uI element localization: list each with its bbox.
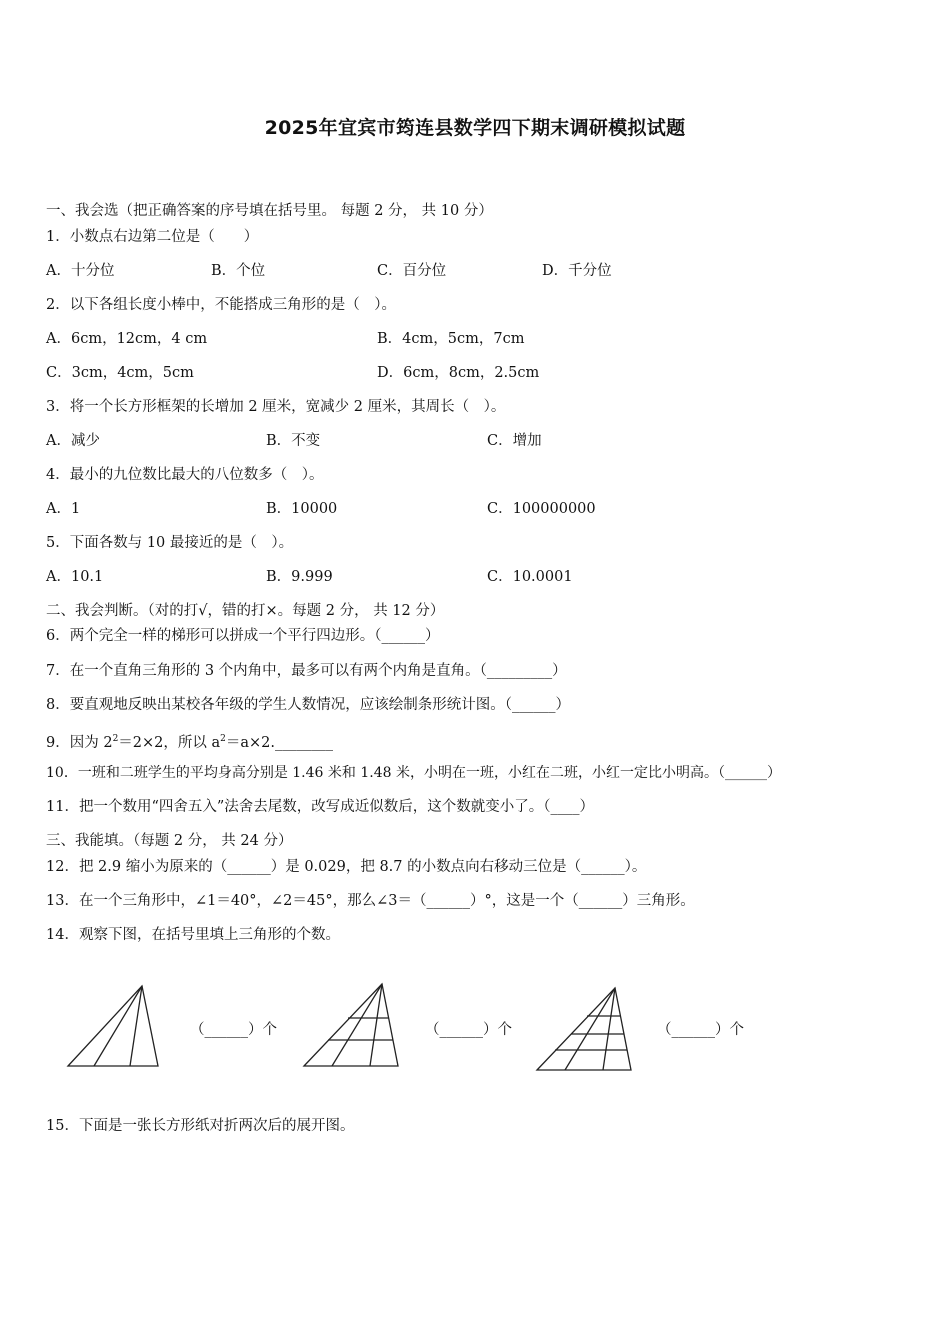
question-2: 2．以下各组长度小棒中，不能搭成三角形的是（ ）。 (46, 297, 396, 313)
q2-option-d: D．6cm，8cm，2.5cm (377, 365, 540, 381)
q3-option-b: B．不变 (266, 433, 321, 449)
question-13: 13．在一个三角形中，∠1＝40°，∠2＝45°，那么∠3＝（______）°，这是一个（______）三角形。 (46, 893, 695, 909)
question-15: 15．下面是一张长方形纸对折两次后的展开图。 (46, 1118, 355, 1134)
question-6: 6．两个完全一样的梯形可以拼成一个平行四边形。（______） (46, 628, 440, 644)
q2-option-b: B．4cm，5cm，7cm (377, 331, 525, 347)
section-1-heading: 一、我会选（把正确答案的序号填在括号里。 每题 2 分， 共 10 分） (46, 203, 493, 219)
q9-text-3: ＝a×2.________ (225, 735, 334, 751)
section-3-heading: 三、我能填。（每题 2 分， 共 24 分） (46, 833, 293, 849)
question-1: 1．小数点右边第二位是（ ） (46, 229, 259, 245)
q1-option-b: B．个位 (211, 263, 266, 279)
q4-option-b: B．10000 (266, 501, 338, 517)
question-12: 12．把 2.9 缩小为原来的（______）是 0.029，把 8.7 的小数点向右移动三位是（______）。 (46, 859, 647, 875)
q9-text-2: ＝2×2，所以 a (118, 735, 221, 751)
q1-option-c: C．百分位 (377, 263, 447, 279)
triangle-figure-1 (64, 980, 164, 1070)
question-11: 11．把一个数用“四舍五入”法舍去尾数，改写成近似数后，这个数就变小了。（____） (46, 799, 595, 815)
q4-option-a: A．1 (46, 501, 81, 517)
q9-superscript-1: 2 (112, 734, 119, 744)
q14-blank-3: （______）个 (657, 1022, 744, 1038)
q4-option-c: C．100000000 (487, 501, 596, 517)
question-14: 14．观察下图，在括号里填上三角形的个数。 (46, 927, 340, 943)
question-7: 7．在一个直角三角形的 3 个内角中，最多可以有两个内角是直角。（_________） (46, 663, 567, 679)
triangle-figure-3 (533, 982, 637, 1074)
q14-blank-1: （______）个 (190, 1022, 277, 1038)
q5-option-c: C．10.0001 (487, 569, 573, 585)
q3-option-a: A．减少 (46, 433, 100, 449)
question-5: 5．下面各数与 10 最接近的是（ ）。 (46, 535, 294, 551)
triangle-figure-2 (300, 978, 404, 1070)
q9-superscript-2: 2 (220, 734, 226, 744)
q2-option-c: C．3cm，4cm，5cm (46, 365, 194, 381)
q5-option-b: B．9.999 (266, 569, 333, 585)
question-4: 4．最小的九位数比最大的八位数多（ ）。 (46, 467, 324, 483)
page-title: 2025年宜宾市筠连县数学四下期末调研模拟试题 (264, 117, 686, 139)
question-10: 10．一班和二班学生的平均身高分别是 1.46 米和 1.48 米，小明在一班，小红在二班，小红一定比小明高。（______） (46, 765, 781, 781)
section-2-heading: 二、我会判断。（对的打√，错的打×。每题 2 分， 共 12 分） (46, 603, 445, 619)
question-8: 8．要直观地反映出某校各年级的学生人数情况，应该绘制条形统计图。（______） (46, 697, 570, 713)
q3-option-c: C．增加 (487, 433, 542, 449)
question-9 (46, 729, 333, 753)
question-3: 3．将一个长方形框架的长增加 2 厘米，宽减少 2 厘米，其周长（ ）。 (46, 399, 506, 415)
q14-blank-2: （______）个 (425, 1022, 512, 1038)
q5-option-a: A．10.1 (46, 569, 104, 585)
q9-text-1: 9．因为 2 (46, 735, 113, 751)
q1-option-d: D．千分位 (542, 263, 612, 279)
q1-option-a: A．十分位 (46, 263, 115, 279)
q2-option-a: A．6cm，12cm，4 cm (46, 331, 208, 347)
